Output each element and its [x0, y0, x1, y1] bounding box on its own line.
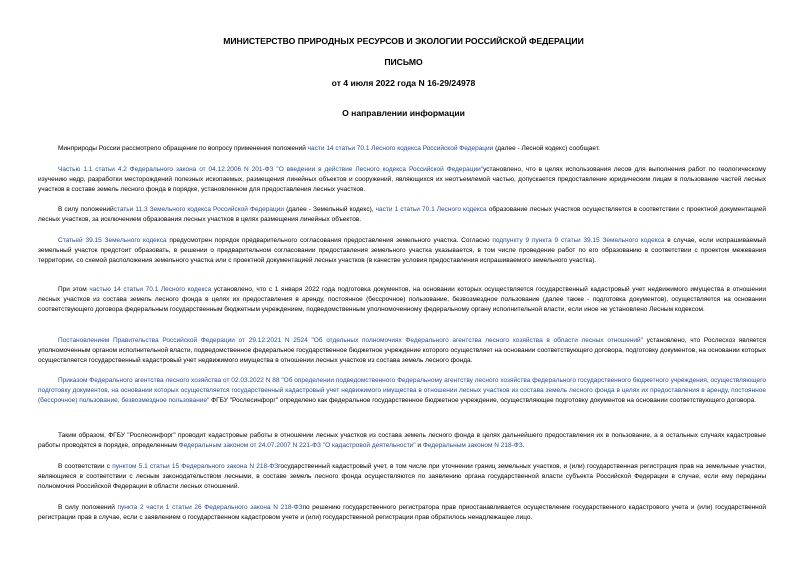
paragraph-10 — [38, 503, 766, 523]
paragraph-text: и — [415, 441, 423, 449]
law-reference-link[interactable]: части 14 статьи 70.1 Лесного кодекса Российской Федерации — [307, 145, 494, 152]
document-date-number: от 4 июля 2022 года N 16-29/24978 — [331, 78, 476, 88]
paragraph-text: В силу положений — [58, 504, 118, 511]
law-reference-link[interactable]: Федеральным законом от 24.07.2007 N 221-ФЗ "О кадастровой деятельности" — [178, 441, 416, 449]
law-reference-link[interactable]: Приказом Федерального агентства лесного хозяйства от 02.03.2022 N 88 "Об определении подведомственного Федеральному агентству лесного хозяйства федерального государственного бюджетного учреждения, осуществляющего подготовку документов, на основании которых осуществляется государственный кадастровый учет недвижимого имущества в отношении лесных участков из состава земель лесного фонда в целях их предоставления в аренду, постоянное (бессрочное) пользование, безвозмездное пользование" — [38, 377, 766, 404]
paragraph-text: При этом — [58, 286, 90, 293]
paragraph-text: (далее - Земельный кодекс), — [284, 206, 376, 213]
paragraph-3 — [38, 205, 766, 225]
paragraph-8 — [38, 431, 766, 451]
paragraph-text: в случае, если испрашиваемый земельный участок предстоит образовать, в решении о предварительном согласовании предоставления земельного участка указывается, в том числе проведение работ по его образованию в соответствии с проектом межевания территории, со схемой расположения земельного участка или с проектной документацией лесных участков (в качестве условия предоставления испрашиваемого земельного участка). — [38, 237, 767, 264]
paragraph-9 — [38, 462, 766, 491]
law-reference-link[interactable]: пункта 2 части 1 статьи 26 Федерального закона N 218-ФЗ — [117, 504, 303, 511]
law-reference-link[interactable]: Частью 1.1 статьи 4.2 Федерального закона от 04.12.2006 N 201-ФЗ "О введении в действие Лесного кодекса Российской Федерации" — [58, 166, 484, 173]
law-reference-link[interactable]: частью 14 статьи 70.1 Лесного кодекса — [89, 286, 212, 293]
ministry-heading: МИНИСТЕРСТВО ПРИРОДНЫХ РЕСУРСОВ И ЭКОЛОГИИ РОССИЙСКОЙ ФЕДЕРАЦИИ — [223, 36, 584, 46]
paragraph-text: В силу положений — [58, 206, 114, 213]
law-reference-link[interactable]: Постановлением Правительства Российской Федерации от 29.12.2021 N 2524 "Об отдельных полномочиях Федерального агентства лесного хозяйства в области лесных отношений" — [58, 337, 643, 344]
paragraph-text: установлено, что с 1 января 2022 года подготовка документов, на основании которых осуществляется государственный кадастровый учет недвижимого имущества в отношении лесных участков из состава земель лесного фонда в целях их предоставления в аренду, постоянное (бессрочное) пользование, безвозмездное пользование (далее также - подготовка документов), осуществляется на основании соответствующего договора федеральным государственным бюджетным учреждением, подведомственным уполномоченному федеральному органу исполнительной власти, если иное не установлено Лесным кодексом. — [38, 286, 766, 313]
law-reference-link[interactable]: части 1 статьи 70.1 Лесного кодекса — [375, 206, 487, 213]
paragraph-text: ФГБУ "Рослесинфорг" определено как федеральное государственное бюджетное учреждение, осуществляющее подготовку документов на основании соответствующего договора. — [209, 396, 757, 404]
paragraph-text: установлено, что Рослесхоз является уполномоченным органом исполнительной власти, подведомственное федеральное государственное бюджетное учреждение которого осуществляет на основании соответствующего договора, подготовку документов, на основании которых осуществляется государственный кадастровый учет недвижимого имущества в отношении лесных участков из состава земель лесного фонда. — [38, 337, 766, 364]
paragraph-5 — [38, 285, 766, 314]
paragraph-text: (далее - Лесной кодекс) сообщает. — [493, 145, 600, 152]
paragraph-text: . — [522, 441, 525, 449]
document-type-heading: ПИСЬМО — [384, 57, 423, 67]
paragraph-text: по решению государственного регистратора прав приостанавливается осуществление государственного кадастрового учета и (или) государственной регистрации прав в случае, если с заявлением о государственном кадастровом учете и (или) государственной регистрации прав обратилось ненадлежащее лицо. — [38, 504, 766, 521]
paragraph-text: установлено, что в целях использования лесов для выполнения работ по геологическому изучению недр, разработки месторождений полезных ископаемых, размещения линейных объектов и сооружений, являющихся их неотъемлемой частью, допускается предоставление юридическим лицам в пользование частей лесных участков в составе земель лесного фонда в порядке, установленном для предоставления лесных участков. — [38, 166, 766, 193]
paragraph-text: Таким образом, ФГБУ "Рослесинфорг" проводит кадастровые работы в отношении лесных участков из состава земель лесного фонда в целях дальнейшего предоставления их в пользование, а в остальных случаях кадастровые работы проводятся в порядке, определенным — [38, 432, 766, 449]
paragraph-2 — [38, 165, 766, 194]
paragraph-text: Минприроды России рассмотрело обращение по вопросу применения положений — [58, 145, 308, 152]
paragraph-4 — [38, 236, 766, 265]
paragraph-text: государственный кадастровый учет, в том числе при уточнении границ земельных участков, и (или) государственная регистрация прав на земельные участки, являющиеся в соответствии с лесным законодательством лесными, в составе земель лесного фонда осуществляются по заявлению органа государственной власти субъекта Российской Федерации в случае, если ему переданы полномочия Российской Федерации в области лесных отношений. — [38, 463, 766, 490]
law-reference-link[interactable]: статьи 11.3 Земельного кодекса Российской Федерации — [113, 206, 285, 213]
law-reference-link[interactable]: пунктом 5.1 статьи 15 Федерального закона N 218-ФЗ — [112, 463, 279, 470]
paragraph-6 — [38, 336, 766, 365]
paragraph-7 — [38, 376, 766, 405]
law-reference-link[interactable]: Федеральным законом N 218-ФЗ — [422, 441, 523, 449]
law-reference-link[interactable]: подпункту 9 пункта 9 статьи 39.15 Земельного кодекса — [492, 237, 665, 244]
law-reference-link[interactable]: Статьей 39.15 Земельного кодекса — [58, 237, 167, 244]
paragraph-text: В соответствии с — [58, 463, 113, 470]
paragraph-text: образование лесных участков осуществляется в соответствии с проектной документацией лесных участков, за исключением образования лесных участков в целях размещения линейных объектов. — [38, 206, 766, 223]
paragraph-1 — [38, 144, 766, 154]
document-subject: О направлении информации — [342, 108, 465, 118]
paragraph-text: предусмотрен порядок предварительного согласования предоставления земельного участка. Согласно — [166, 237, 493, 244]
